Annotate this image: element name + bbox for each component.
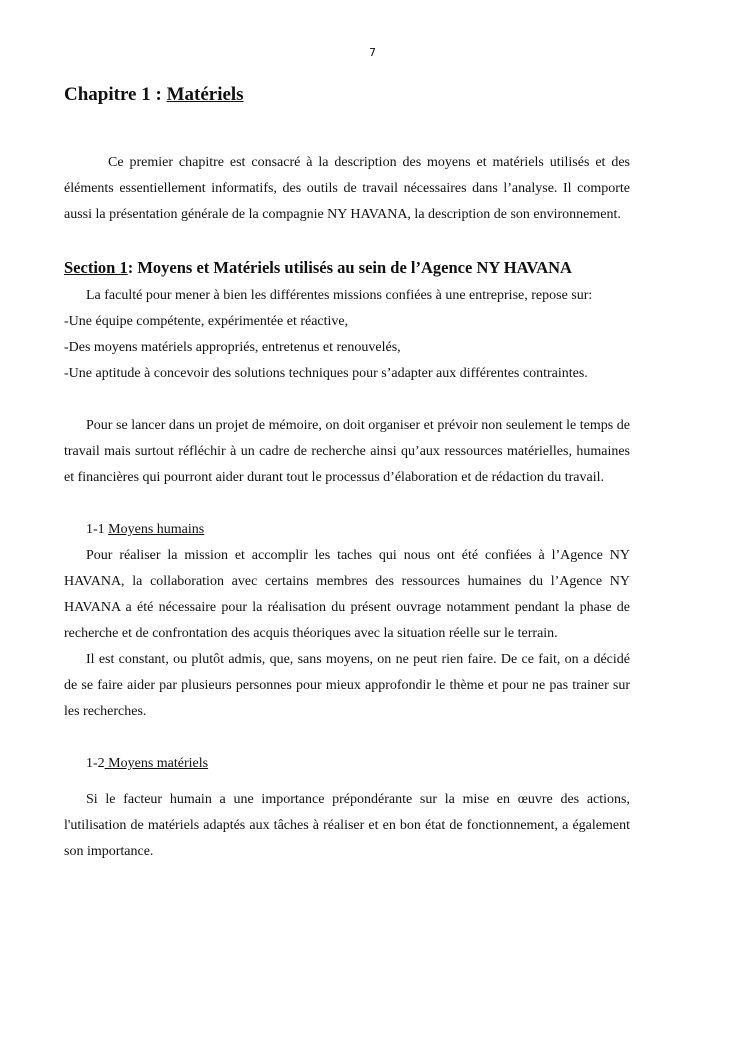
list-item: -Une équipe compétente, expérimentée et réactive, xyxy=(64,314,349,329)
subsection-1-1-title: Moyens humains xyxy=(108,522,205,537)
section-1-heading-text: : Moyens et Matériels utilisés au sein de l’Agence NY HAVANA xyxy=(127,258,572,277)
subsection-1-2-heading xyxy=(64,751,630,777)
chapter-prefix: Chapitre 1 : xyxy=(64,84,167,105)
intro-paragraph: Ce premier chapitre est consacré à la description des moyens et matériels utilisés et des éléments essentiellement informatifs, des outils de travail nécessaires dans l’analyse. Il comporte aussi la présentation générale de la compagnie NY HAVANA, la description de son environnement. xyxy=(64,155,630,222)
chapter-title xyxy=(64,82,630,108)
page-content xyxy=(64,82,630,865)
section-1-paragraph: Pour se lancer dans un projet de mémoire, on doit organiser et prévoir non seulement le temps de travail mais surtout réfléchir à un cadre de recherche ainsi qu’aux ressources matérielles, humaines et financières qui pourront aider durant tout le processus d’élaboration et de rédaction du travail. xyxy=(64,418,630,485)
page-number: 7 xyxy=(369,46,376,59)
chapter-name: Matériels xyxy=(166,84,244,105)
subsection-1-2-title: Moyens matériels xyxy=(104,756,209,771)
section-1-title xyxy=(64,257,630,279)
subsection-1-1-number: 1-1 xyxy=(86,522,109,537)
list-item: -Une aptitude à concevoir des solutions techniques pour s’adapter aux différentes contraintes. xyxy=(64,366,588,381)
subsection-1-1-heading xyxy=(64,517,630,543)
section-1-lead: La faculté pour mener à bien les différentes missions confiées à une entreprise, repose sur: xyxy=(86,288,593,303)
subsection-1-2-number: 1-2 xyxy=(86,756,105,771)
subsection-1-2-paragraph: Si le facteur humain a une importance prépondérante sur la mise en œuvre des actions, l'utilisation de matériels adaptés aux tâches à réaliser et en bon état de fonctionnement, a également son importance. xyxy=(64,792,630,859)
section-1-label: Section 1 xyxy=(64,258,128,277)
subsection-1-1-paragraph-1: Pour réaliser la mission et accomplir les taches qui nous ont été confiées à l’Agence NY HAVANA, la collaboration avec certains membres des ressources humaines du l’Agence NY HAVANA a été nécessaire pour la réalisation du présent ouvrage notamment pendant la phase de recherche et de confrontation des acquis théoriques avec la situation réelle sur le terrain. xyxy=(64,548,630,641)
list-item: -Des moyens matériels appropriés, entretenus et renouvelés, xyxy=(64,340,401,355)
subsection-1-1-paragraph-2: Il est constant, ou plutôt admis, que, sans moyens, on ne peut rien faire. De ce fait, on a décidé de se faire aider par plusieurs personnes pour mieux approfondir le thème et pour ne pas trainer sur les recherches. xyxy=(64,652,630,719)
